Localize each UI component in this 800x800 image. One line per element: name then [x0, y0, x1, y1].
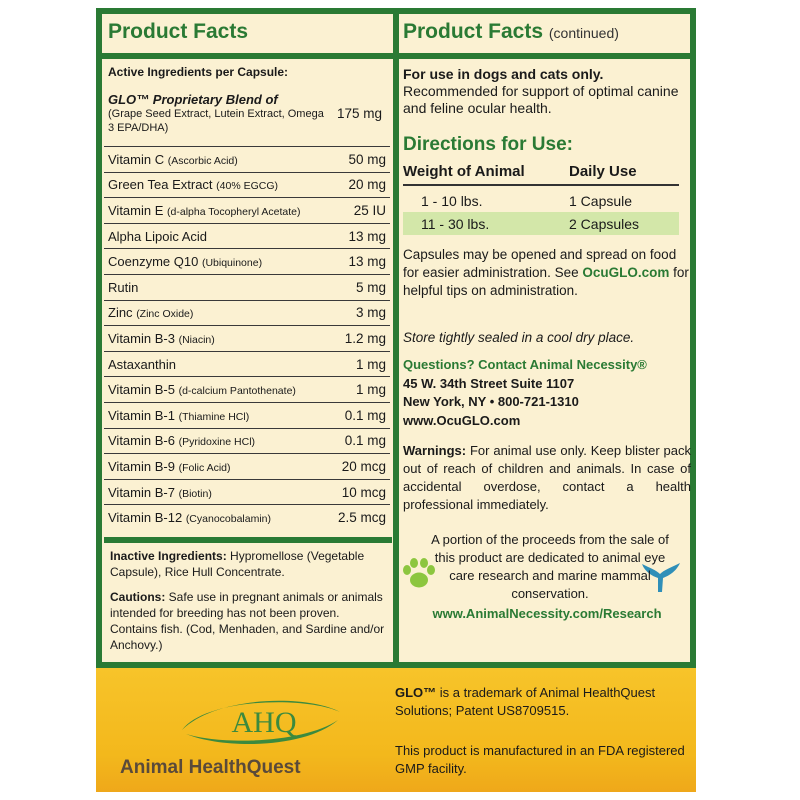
ingredient-amount: 20 mg: [348, 177, 386, 193]
ingredient-source: (Ubiquinone): [201, 257, 263, 270]
warnings-text: For animal use only. Keep blister pack out of reach of children and animals. In case of accidental overdose, contact a health professional immediately.: [403, 443, 691, 512]
daily-header: Daily Use: [569, 163, 637, 180]
proceeds-note: A portion of the proceeds from the sale of this product are dedicated to animal eye care research and marine mammal conservation.: [431, 532, 669, 601]
contact-block: [403, 356, 691, 430]
ingredient-name: [108, 305, 193, 320]
right-header: [403, 20, 619, 44]
ingredient-row: [104, 479, 390, 505]
ingredient-source: (Thiamine HCl): [178, 410, 250, 423]
dosage-row: [403, 189, 679, 212]
ingredient-label: Vitamin B-1: [108, 407, 175, 423]
ingredient-row: [104, 172, 390, 198]
proprietary-blend: [108, 92, 388, 138]
ingredient-label: Vitamin B-12: [108, 510, 183, 526]
ingredient-source: (Niacin): [178, 333, 215, 346]
ingredient-source: (d-calcium Pantothenate): [178, 385, 296, 398]
dosage-row-highlighted: [403, 212, 679, 235]
ingredient-source: (d-alpha Tocopheryl Acetate): [167, 205, 301, 218]
ingredient-label: Vitamin C: [108, 151, 165, 167]
ingredient-source: (Zinc Oxide): [136, 308, 194, 321]
ingredient-source: (Folic Acid): [178, 461, 231, 474]
ingredient-source: (Cyanocobalamin): [185, 513, 272, 526]
ingredients-bottom-rule: [104, 537, 392, 543]
ingredient-row: [104, 428, 390, 454]
contact-website[interactable]: www.OcuGLO.com: [403, 412, 521, 428]
ingredient-amount: 10 mcg: [341, 484, 386, 500]
blend-name: GLO™ Proprietary Blend of: [108, 92, 278, 107]
contact-address-line1: 45 W. 34th Street Suite 1107: [403, 375, 575, 391]
company-name: Animal HealthQuest: [120, 757, 301, 778]
ingredient-label: Astaxanthin: [108, 356, 176, 372]
inactive-text: Hypromellose (Vegetable Capsule), Rice Hull Concentrate.: [110, 549, 365, 579]
ingredient-label: Vitamin E: [108, 202, 164, 218]
ingredient-amount: 50 mg: [348, 151, 386, 167]
ahq-logo-text: AHQ: [231, 706, 297, 739]
left-header: Product Facts: [108, 20, 249, 43]
ingredient-name: [108, 280, 138, 295]
column-divider: [393, 8, 399, 668]
weight-header: Weight of Animal: [403, 163, 525, 180]
ingredient-label: Vitamin B-9: [108, 458, 175, 474]
ingredient-label: Coenzyme Q10: [108, 254, 199, 270]
ingredient-name: [108, 331, 215, 346]
ingredient-name: [108, 382, 296, 397]
ingredient-amount: 0.1 mg: [344, 433, 386, 449]
dosage-weight: 11 - 30 lbs.: [421, 215, 490, 232]
ingredient-row: [104, 248, 390, 274]
active-ingredients-block: [104, 64, 392, 138]
ingredient-label: Vitamin B-5: [108, 382, 175, 398]
ingredient-row: [104, 223, 390, 249]
ingredient-label: Zinc: [108, 305, 133, 321]
usage-intro: [403, 66, 691, 117]
capsules-note: [403, 246, 691, 300]
ingredient-amount: 1 mg: [355, 382, 386, 398]
ingredient-amount: 1 mg: [355, 356, 386, 372]
ingredient-name: [108, 203, 301, 218]
ahq-logo-eye: [176, 690, 346, 752]
active-ingredients-label: Active Ingredients per Capsule:: [108, 65, 289, 79]
right-header-continued: (continued): [548, 25, 619, 41]
ingredient-row: [104, 351, 390, 377]
ingredient-name: [108, 357, 176, 372]
ingredient-name: [108, 177, 278, 192]
cautions: [110, 589, 390, 653]
inactive-ingredients: [110, 548, 390, 580]
ingredient-row: [104, 402, 390, 428]
ingredient-amount: 3 mg: [355, 305, 386, 321]
ingredient-name: [108, 459, 231, 474]
capsules-note-text-end: for helpful tips on administration.: [403, 265, 689, 298]
ingredient-name: [108, 510, 271, 525]
cautions-text: Safe use in pregnant animals or animals intended for breeding has not been proven. Contains fish. (Cod, Menhaden, and Sardine and/or Anchovy.): [110, 590, 385, 652]
ingredient-name: [108, 229, 207, 244]
research-link[interactable]: www.AnimalNecessity.com/Research: [432, 606, 662, 621]
ingredient-label: Alpha Lipoic Acid: [108, 228, 208, 244]
ocuglo-link[interactable]: OcuGLO.com: [582, 265, 670, 280]
ingredient-label: Vitamin B-7: [108, 484, 175, 500]
dosage-header: [403, 163, 691, 180]
ingredient-row: [104, 197, 390, 223]
recommended-text: Recommended for support of optimal canine and feline ocular health.: [403, 83, 679, 116]
right-header-title: Product Facts: [403, 20, 544, 43]
blend-amount: 175 mg: [336, 106, 382, 121]
ingredient-label: Vitamin B-6: [108, 433, 175, 449]
ingredient-row: [104, 376, 390, 402]
ingredient-source: (40% EGCG): [216, 180, 279, 193]
ingredient-amount: 1.2 mg: [344, 330, 386, 346]
trademark-mark: GLO™: [395, 685, 437, 700]
ingredient-amount: 25 IU: [353, 202, 386, 218]
gmp-note: This product is manufactured in an FDA registered GMP facility.: [395, 743, 685, 776]
contact-address-line2: New York, NY • 800-721-1310: [403, 394, 579, 409]
ingredient-row: [104, 504, 390, 530]
cautions-label: Cautions:: [110, 590, 166, 604]
ingredient-row: [104, 300, 390, 326]
ingredient-name: [108, 433, 255, 448]
ingredient-label: Green Tea Extract: [108, 177, 213, 193]
ingredient-label: Vitamin B-3: [108, 330, 175, 346]
dosage-header-rule: [403, 184, 679, 186]
left-header-rule: [96, 53, 399, 59]
ingredient-amount: 13 mg: [348, 254, 386, 270]
trademark-text: is a trademark of Animal HealthQuest Solutions; Patent US8709515.: [395, 685, 656, 718]
ingredient-name: [108, 152, 238, 167]
ingredient-amount: 0.1 mg: [344, 407, 386, 423]
dosage-weight: 1 - 10 lbs.: [421, 192, 483, 209]
right-header-rule: [393, 53, 696, 59]
dosage-daily: 1 Capsule: [569, 192, 633, 209]
storage-note: Store tightly sealed in a cool dry place.: [403, 330, 635, 345]
ingredient-name: [108, 408, 249, 423]
ingredient-name: [108, 485, 212, 500]
ingredient-row: [104, 146, 390, 172]
ingredient-row: [104, 325, 390, 351]
ingredient-row: [104, 274, 390, 300]
ingredient-source: (Ascorbic Acid): [167, 154, 238, 167]
ingredient-name: [108, 254, 262, 269]
ingredient-amount: 13 mg: [348, 228, 386, 244]
ingredient-amount: 20 mcg: [341, 458, 386, 474]
blend-description: (Grape Seed Extract, Lutein Extract, Omega 3 EPA/DHA): [108, 108, 324, 134]
use-for: For use in dogs and cats only.: [403, 66, 604, 82]
dosage-daily: 2 Capsules: [569, 215, 640, 232]
ingredient-source: (Biotin): [178, 487, 212, 500]
ingredient-amount: 5 mg: [355, 279, 386, 295]
contact-question: Questions? Contact Animal Necessity®: [403, 357, 647, 372]
ingredient-row: [104, 453, 390, 479]
ingredient-label: Rutin: [108, 279, 139, 295]
directions-title: Directions for Use:: [403, 134, 573, 155]
inactive-label: Inactive Ingredients:: [110, 549, 227, 563]
ingredient-source: (Pyridoxine HCl): [178, 436, 256, 449]
warnings: [403, 442, 691, 514]
warnings-label: Warnings:: [403, 443, 467, 458]
ingredient-amount: 2.5 mcg: [337, 510, 386, 526]
capsules-note-text: Capsules may be opened and spread on food for easier administration. See: [403, 247, 677, 280]
trademark-note: [395, 684, 685, 720]
